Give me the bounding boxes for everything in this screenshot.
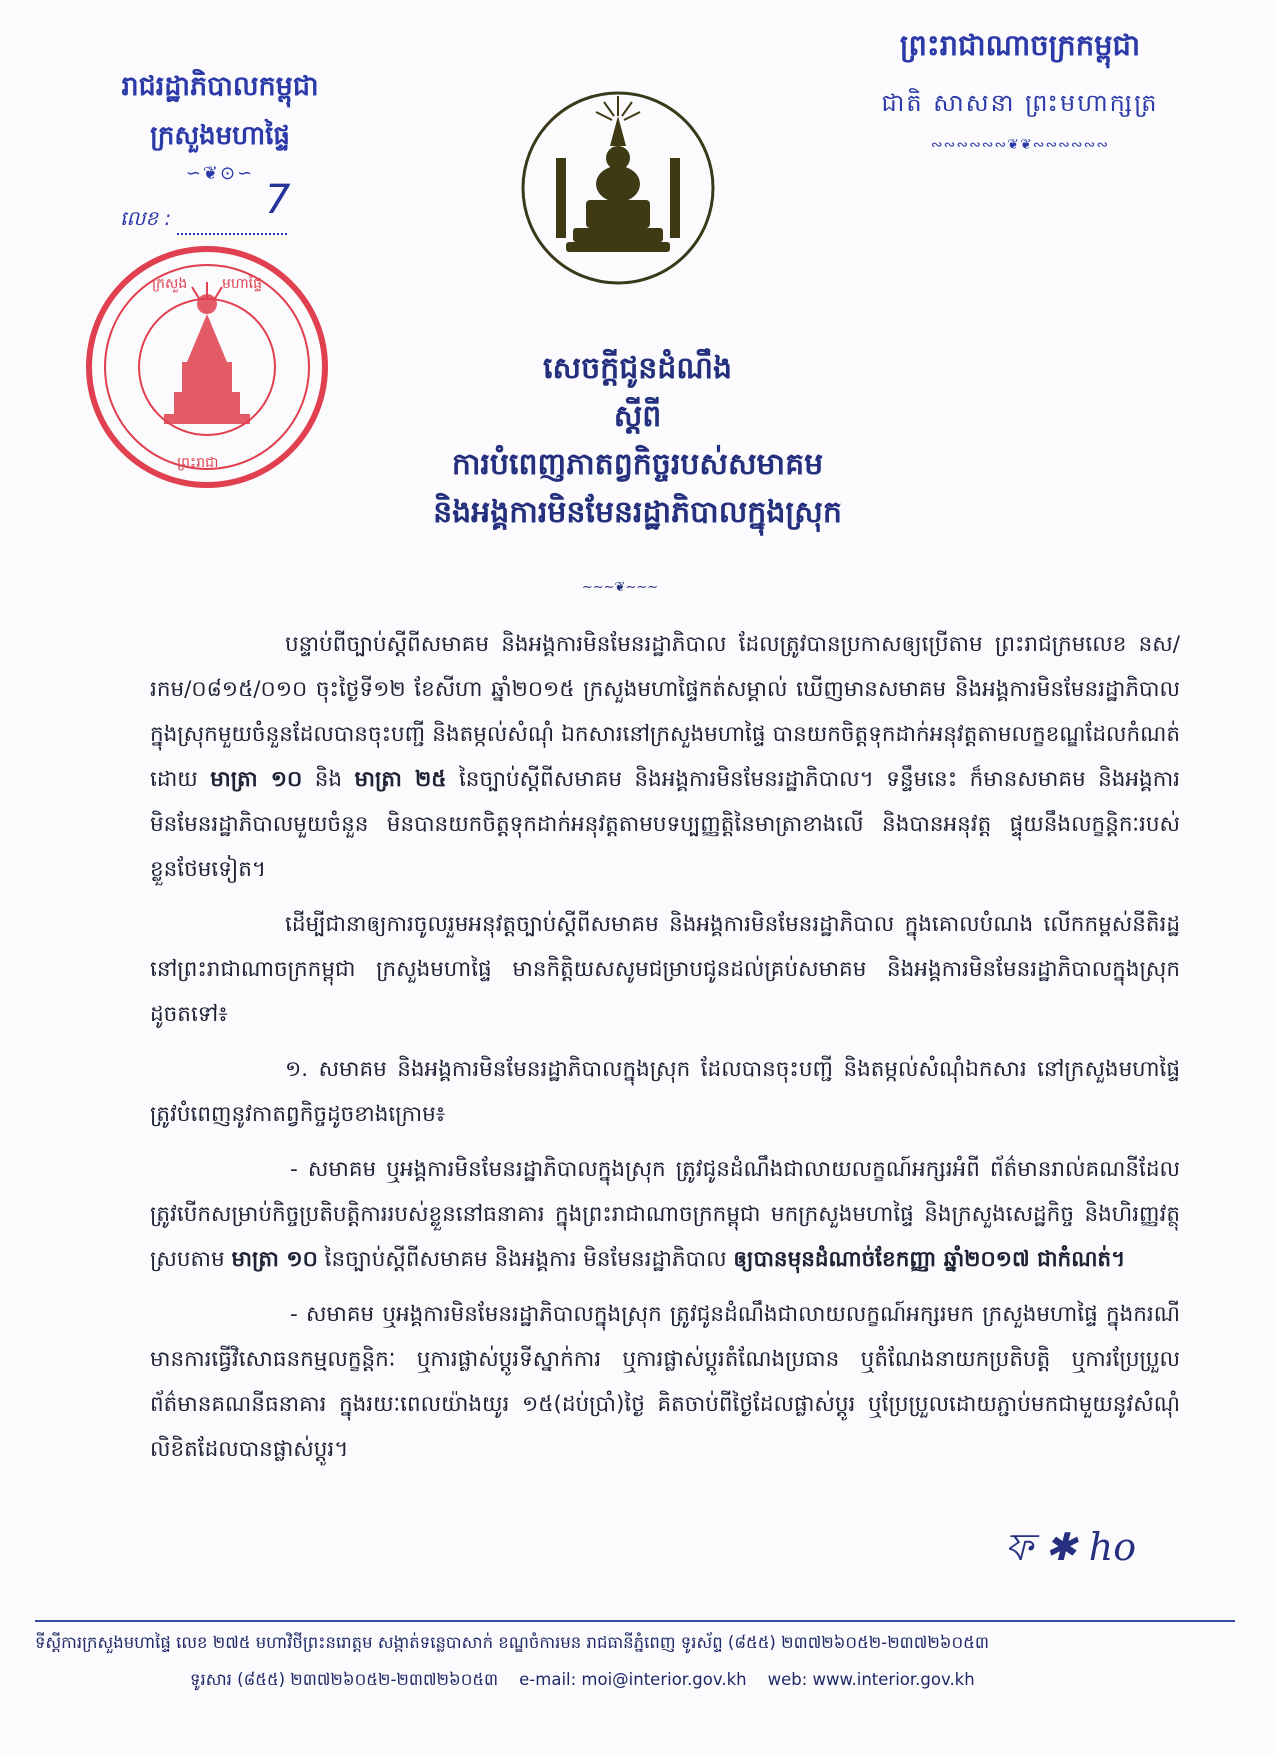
paragraph-text: - សមាគម ឬអង្គការមិនមែនរដ្ឋាភិបាលក្នុងស្រុក ត្រូវជូនដំណឹងជាលាយលក្ខណ៍អក្សរអំពី ព័ត៌មានរាល់គណនីដែលត្រូវបើកសម្រាប់កិច្ចប្រតិបត្តិការរបស់ខ្លួននៅធនាគារ ក្នុងព្រះរាជាណាចក្រកម្ពុជា មកក្រសួងមហាផ្ទៃ និងក្រសួងសេដ្ឋកិច្ច និងហិរញ្ញវត្ថុ ស្របតាម <box>150 1157 1180 1272</box>
footer-email[interactable]: e-mail: moi@interior.gov.kh <box>519 1670 747 1689</box>
footer-address: ទីស្តីការក្រសួងមហាផ្ទៃ លេខ ២៧៥ មហាវិថីព្រះនរោត្តម សង្កាត់ទន្លេបាសាក់ ខណ្ឌចំការមន រាជធានីភ្នំពេញ ទូរស័ព្ទ (៨៥៥) ២៣៧២៦០៥២-២៣៧២៦០៥៣ <box>35 1633 989 1652</box>
bullet-item: - សមាគម ឬអង្គការមិនមែនរដ្ឋាភិបាលក្នុងស្រុក ត្រូវជូនដំណឹងជាលាយលក្ខណ៍អក្សរមក ក្រសួងមហាផ្ទៃ ក្នុងករណីមានការធ្វើវិសោធនកម្មលក្ខន្តិកៈ ឬការផ្លាស់ប្តូរទីស្នាក់ការ ឬការផ្លាស់ប្តូរតំណែងប្រធាន ឬតំណែងនាយកប្រតិបត្តិ ឬការប្រែប្រួលព័ត៌មានគណនីធនាគារ ក្នុងរយៈពេលយ៉ាងយូរ ១៥(ដប់ប្រាំ)ថ្ងៃ គិតចាប់ពីថ្ងៃដែលផ្លាស់ប្តូរ ឬប្រែប្រួលដោយភ្ជាប់មកជាមួយនូវសំណុំលិខិតដែលបានផ្លាស់ប្តូរ។ <box>150 1302 1180 1462</box>
royal-emblem-icon <box>518 88 718 288</box>
svg-text:ព្រះរាជា: ព្រះរាជា <box>177 455 219 471</box>
deadline-text: ឲ្យបានមុនដំណាច់ខែកញ្ញា ឆ្នាំ២០១៧ ជាកំណត់។ <box>733 1247 1126 1272</box>
kingdom-header <box>830 28 1210 153</box>
title-line: និងអង្គការមិនមែនរដ្ឋាភិបាលក្នុងស្រុក <box>433 495 842 530</box>
ornament-divider: ∽❦⊙∽ <box>185 163 255 184</box>
reference-number <box>120 177 291 235</box>
article-reference: មាត្រា ១០ <box>210 767 303 792</box>
title-line: ការបំពេញភាតព្វកិច្ចរបស់សមាគម <box>451 447 824 482</box>
title-line: ស្តីពី <box>613 399 662 434</box>
paragraph-text: បន្ទាប់ពីច្បាប់ស្តីពីសមាគម និងអង្គការមិនមែនរដ្ឋាភិបាល ដែលត្រូវបានប្រកាសឲ្យប្រើតាម ព្រះរាជក្រមលេខ នស/រកម/០៨១៥/០១០ ចុះថ្ងៃទី១២ ខែសីហា ឆ្នាំ២០១៥ ក្រសួងមហាផ្ទៃកត់សម្គាល់ ឃើញមានសមាគម និងអង្គការមិនមែនរដ្ឋាភិបាលក្នុងស្រុកមួយចំនួនដែលបានចុះបញ្ជី និងតម្កល់សំណុំ ឯកសារនៅក្រសួងមហាផ្ទៃ បានយកចិត្តទុកដាក់អនុវត្តតាមលក្ខខណ្ឌដែលកំណត់ដោយ <box>150 632 1180 792</box>
footer-website[interactable]: web: www.interior.gov.kh <box>767 1670 975 1689</box>
document-body <box>150 622 1180 1482</box>
article-reference: មាត្រា ១០ <box>231 1247 318 1272</box>
footer-contact <box>190 1670 975 1694</box>
paragraph-text: និង <box>314 767 343 792</box>
paragraph-text: នៃច្បាប់ស្តីពីសមាគម និងអង្គការ មិនមែនរដ្ឋាភិបាល <box>324 1247 727 1272</box>
paragraph: ដើម្បីជានាឲ្យការចូលរួមអនុវត្តច្បាប់ស្តីពីសមាគម និងអង្គការមិនមែនរដ្ឋាភិបាល ក្នុងគោលបំណង លើកកម្ពស់នីតិរដ្ឋនៅព្រះរាជាណាចក្រកម្ពុជា ក្រសួងមហាផ្ទៃ មានកិត្តិយសសូមជម្រាបជូនដល់គ្រប់សមាគម និងអង្គការមិនមែនរដ្ឋាភិបាលក្នុងស្រុក ដូចតទៅ៖ <box>150 912 1180 1027</box>
svg-text:មហាផ្ទៃ: មហាផ្ទៃ <box>222 276 262 292</box>
paragraph <box>150 622 1180 892</box>
footer-divider <box>35 1620 1235 1622</box>
reference-dotline <box>177 233 287 235</box>
handwritten-signature: ফ ✱ ho <box>1005 1525 1137 1569</box>
government-name: រាជរដ្ឋាភិបាលកម្ពុជា <box>121 71 319 102</box>
bullet-item <box>150 1147 1180 1282</box>
list-item: ១. សមាគម និងអង្គការមិនមែនរដ្ឋាភិបាលក្នុងស្រុក ដែលបានចុះបញ្ជី និងតម្កល់សំណុំឯកសារ នៅក្រសួងមហាផ្ទៃ ត្រូវបំពេញនូវកាតព្វកិច្ចដូចខាងក្រោម៖ <box>150 1057 1180 1127</box>
ornament-divider: ∾∾∾∾∾∾❦❦∾∾∾∾∾∾ <box>930 137 1110 153</box>
reference-label: លេខ : <box>120 206 172 230</box>
kingdom-name: ព្រះរាជាណាចក្រកម្ពុជា <box>899 28 1141 62</box>
footer-fax: ទូរសារ (៨៥៥) ២៣៧២៦០៥២-២៣៧២៦០៥៣ <box>190 1670 499 1689</box>
article-reference: មាត្រា ២៥ <box>354 767 447 792</box>
issuer-header <box>70 70 370 184</box>
ministry-name: ក្រសួងមហាផ្ទៃ <box>150 121 290 151</box>
reference-handwritten: 7 <box>265 177 291 223</box>
title-line: សេចក្តីជូនដំណឹង <box>543 351 732 386</box>
national-motto: ជាតិ សាសនា ព្រះមហាក្សត្រ <box>881 89 1159 117</box>
title-ornament: ∼∼∼❦∼∼∼ <box>581 580 659 595</box>
svg-text:ក្រសួង: ក្រសួង <box>152 276 188 292</box>
document-title <box>260 345 1015 537</box>
paragraph-text: នៃច្បាប់ស្តីពីសមាគម និងអង្គការមិនមែនរដ្ឋាភិបាល។ ទន្ទឹមនេះ ក៏មានសមាគម និងអង្គការ មិនមែនរដ្ឋាភិបាលមួយចំនួន មិនបានយកចិត្តទុកដាក់អនុវត្តតាមបទប្បញ្ញត្តិនៃមាត្រាខាងលើ និងបានអនុវត្ត ផ្ទុយនឹងលក្ខន្តិកៈរបស់ខ្លួនថែមទៀត។ <box>150 767 1180 882</box>
